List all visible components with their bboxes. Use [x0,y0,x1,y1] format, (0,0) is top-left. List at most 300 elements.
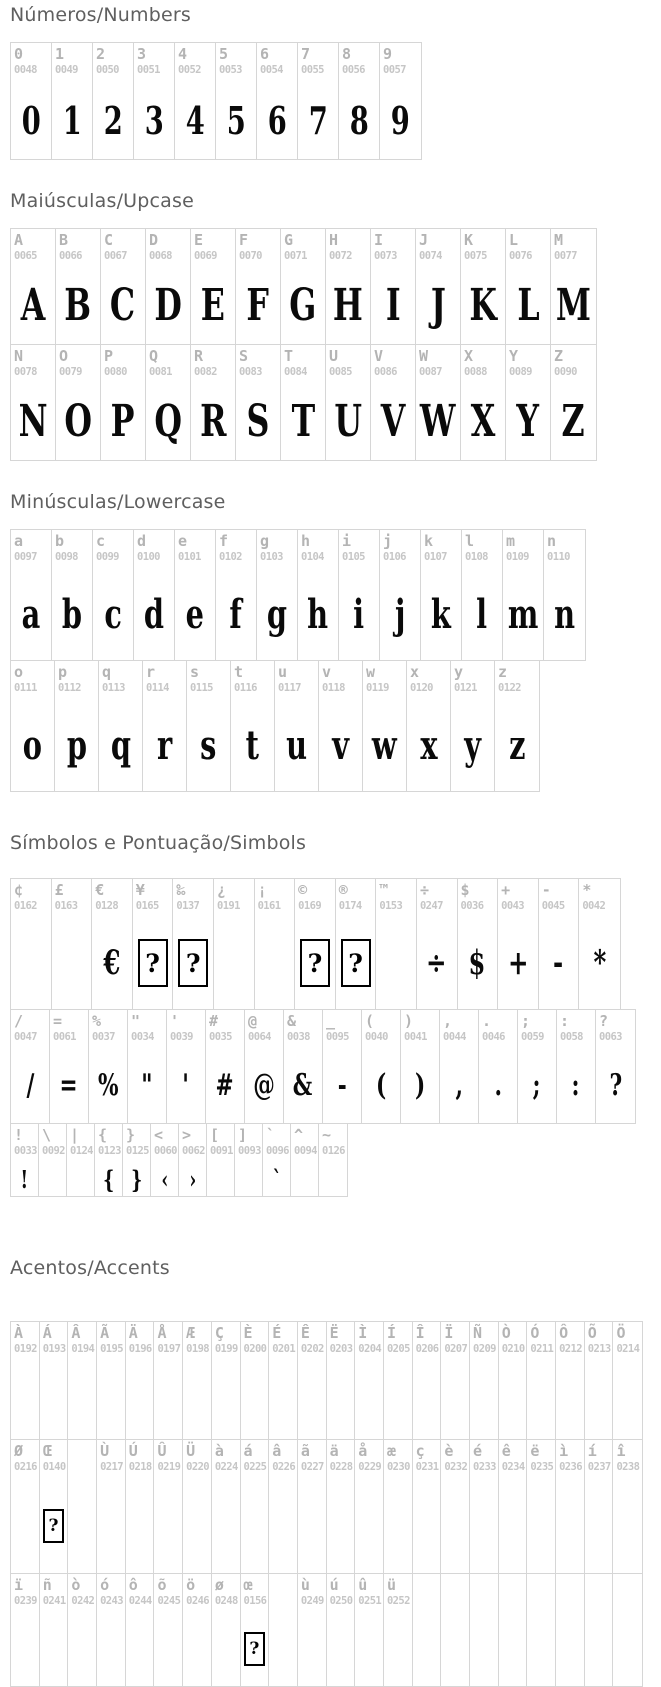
glyph-area [40,1360,68,1439]
glyph-area [68,1612,96,1686]
char-glyph: y [464,721,481,769]
char-cell-header [11,1574,39,1612]
char-table-row [10,878,621,1010]
char-glyph: d [143,590,165,638]
unicode-code: 0104 [301,551,324,563]
glyph-area [371,267,415,344]
char-glyph: € [103,943,121,983]
char-cell [298,1574,327,1686]
unicode-code: 0118 [322,682,345,694]
unicode-code: 0106 [383,551,406,563]
char-cell-header [40,1322,68,1360]
char-cell [126,1574,155,1686]
char-cell-header [499,1574,527,1612]
unicode-code: 0075 [464,250,487,262]
char-label: Ë [329,1324,339,1342]
char-cell-header [134,43,174,81]
char-glyph: : [572,1068,580,1103]
char-cell [499,1322,528,1439]
char-glyph: % [97,1068,119,1103]
unicode-code: 0056 [342,64,365,76]
char-cell [585,1322,614,1439]
char-cell [241,1440,270,1573]
unicode-code: 0229 [358,1461,382,1473]
char-cell [99,661,143,791]
glyph-area [380,568,420,660]
char-label: f [219,532,229,550]
char-label: + [501,881,511,899]
char-cell [68,1322,97,1439]
char-cell-header [151,1124,178,1162]
char-cell-header [207,1124,234,1162]
missing-glyph-box: ? [43,1509,64,1543]
unicode-code: 0066 [59,250,82,262]
unicode-code: 0110 [547,551,570,563]
char-cell [556,1440,585,1573]
glyph-area [339,568,379,660]
char-cell [556,1574,585,1686]
char-label: © [298,881,308,899]
glyph-area [50,1048,88,1123]
char-cell [93,530,134,660]
char-cell [470,1574,499,1686]
glyph-area [269,1478,297,1573]
glyph-area [212,1478,240,1573]
char-label: ¿ [216,881,226,899]
char-cell-header [479,1010,517,1048]
glyph-area [401,1048,439,1123]
glyph-area [126,1612,154,1686]
char-cell-header [173,879,213,917]
unicode-code: 0163 [54,900,78,912]
glyph-area [355,1360,383,1439]
char-cell-header [154,1440,182,1478]
char-cell-header [298,1322,326,1360]
char-label: ! [14,1126,24,1144]
glyph-area [461,383,505,460]
char-glyph: B [64,280,92,331]
glyph-area [551,267,596,344]
unicode-code: 0249 [300,1595,324,1607]
char-cell-header [295,879,335,917]
char-glyph: - [337,1068,347,1103]
char-cell [11,1124,39,1196]
char-cell [527,1440,556,1573]
glyph-area [506,383,550,460]
unicode-code: 0217 [100,1461,123,1473]
char-cell [499,1440,528,1573]
char-cell [89,1010,128,1123]
char-cell-header [371,345,415,383]
char-label: | [70,1126,80,1144]
char-cell-header [336,879,376,917]
char-cell-header [93,43,133,81]
char-label: 4 [178,45,188,63]
char-glyph: " [141,1068,153,1103]
unicode-code: 0097 [14,551,37,563]
char-label: v [322,663,332,681]
char-label: £ [54,881,64,899]
char-cell [52,530,93,660]
glyph-area [241,1612,269,1686]
char-label: $ [460,881,470,899]
unicode-code: 0202 [300,1343,324,1355]
char-label: € [95,881,105,899]
glyph-area [295,917,335,1009]
unicode-code: 0231 [415,1461,439,1473]
char-glyph: T [291,396,315,447]
glyph-area [585,1360,613,1439]
char-cell-header [92,879,132,917]
unicode-code: 0250 [329,1595,353,1607]
glyph-area [470,1478,498,1573]
unicode-code: 0214 [616,1343,640,1355]
char-label: ò [71,1576,81,1594]
char-label: Õ [587,1324,597,1342]
char-label: m [506,532,516,550]
missing-glyph-box: ? [244,1632,265,1666]
char-cell-header [175,530,215,568]
char-label: 2 [96,45,106,63]
char-cell [298,1322,327,1439]
glyph-area [40,1612,68,1686]
char-glyph: e [185,590,205,638]
unicode-code: 0128 [95,900,119,912]
unicode-code: 0052 [178,64,201,76]
char-cell-header [596,1010,635,1048]
char-cell [183,1440,212,1573]
char-cell [613,1322,642,1439]
char-cell [39,1124,67,1196]
glyph-area [579,917,620,1009]
char-label: è [444,1442,454,1460]
char-cell [11,229,56,344]
char-cell-header [413,1322,441,1360]
char-label: Æ [186,1324,196,1342]
char-label: Y [509,347,519,365]
char-cell [413,1322,442,1439]
char-label: O [59,347,69,365]
glyph-area [499,1612,527,1686]
char-cell-header [401,1010,439,1048]
char-cell-header [440,1010,478,1048]
glyph-area [284,1048,322,1123]
char-cell-header [95,1124,122,1162]
char-cell-header [416,229,460,267]
char-label: e [178,532,188,550]
char-label: # [209,1012,219,1030]
char-cell-header [441,1322,469,1360]
char-cell-header [241,1574,269,1612]
char-cell-header [128,1010,166,1048]
char-label: É [272,1324,282,1342]
char-cell [126,1322,155,1439]
char-cell-header [413,1440,441,1478]
char-label: Ê [300,1324,310,1342]
char-label: ] [238,1126,248,1144]
char-glyph: I [385,280,401,331]
char-cell [339,43,380,159]
char-label: ç [415,1442,425,1460]
char-cell-header [191,229,235,267]
unicode-code: 0192 [14,1343,37,1355]
glyph-area [327,1612,355,1686]
char-cell [441,1322,470,1439]
glyph-area [441,1612,469,1686]
char-label: ™ [379,881,389,899]
char-glyph: ` [272,1164,281,1194]
char-label: F [239,231,249,249]
char-cell-header [231,661,274,699]
glyph-area [319,699,362,791]
char-cell [52,43,93,159]
char-cell-header [11,43,51,81]
char-label: T [284,347,294,365]
glyph-area [257,568,297,660]
glyph-area [384,1360,412,1439]
char-cell [326,229,371,344]
char-table-row [10,228,597,345]
char-cell [503,530,544,660]
char-label: ä [329,1442,339,1460]
unicode-code: 0101 [178,551,201,563]
char-cell [323,1010,362,1123]
char-cell-header [384,1440,412,1478]
glyph-area [440,1048,478,1123]
unicode-code: 0089 [509,366,532,378]
char-cell [231,661,275,791]
char-label: L [509,231,519,249]
char-cell [154,1322,183,1439]
char-cell [151,1124,179,1196]
char-cell-header [214,879,254,917]
unicode-code: 0083 [239,366,262,378]
char-cell [126,1440,155,1573]
char-cell [336,879,377,1009]
glyph-area [191,267,235,344]
unicode-code: 0238 [616,1461,640,1473]
char-label: H [329,231,339,249]
char-label: 3 [137,45,147,63]
char-glyph: Q [154,396,182,447]
glyph-area [263,1162,290,1196]
char-cell-header [551,229,596,267]
char-cell [236,229,281,344]
char-cell-header [355,1574,383,1612]
char-glyph: 4 [185,97,205,143]
glyph-area [291,1162,318,1196]
unicode-code: 0057 [383,64,406,76]
char-label: ñ [42,1576,52,1594]
char-label: x [410,663,420,681]
char-label: < [154,1126,164,1144]
char-cell-header [421,530,461,568]
char-cell-header [363,661,406,699]
char-label: : [560,1012,570,1030]
char-cell-header [441,1574,469,1612]
char-cell-header [298,43,338,81]
glyph-area [207,1162,234,1196]
char-glyph: 6 [267,97,287,143]
char-cell-header [206,1010,244,1048]
char-glyph: w [372,721,397,769]
char-cell-header [11,345,55,383]
char-label: t [234,663,244,681]
glyph-area [93,568,133,660]
glyph-area [11,1162,38,1196]
char-cell-header [97,1440,125,1478]
char-cell-header [495,661,539,699]
char-cell-header [11,1322,39,1360]
char-cell-header [11,229,55,267]
char-label: > [182,1126,192,1144]
char-cell-header [380,43,421,81]
char-label: Ø [14,1442,24,1460]
char-label: g [260,532,270,550]
char-cell [417,879,458,1009]
char-label: W [419,347,429,365]
char-glyph: j [394,590,406,638]
unicode-code: 0072 [329,250,352,262]
char-label: ÷ [419,881,429,899]
char-glyph: p [66,721,87,769]
unicode-code: 0111 [14,682,37,694]
glyph-area [327,1360,355,1439]
char-cell-header [55,661,98,699]
char-cell [101,345,146,460]
glyph-area [214,917,254,1009]
glyph-area [539,917,579,1009]
unicode-code: 0109 [506,551,529,563]
glyph-area [376,917,416,1009]
char-cell [355,1440,384,1573]
char-cell-header [327,1322,355,1360]
section-title: Acentos/Accents [10,1257,170,1279]
char-label: J [419,231,429,249]
unicode-code: 0099 [96,551,119,563]
glyph-area [416,383,460,460]
char-label: q [102,663,112,681]
char-cell-header [462,530,502,568]
char-cell [50,1010,89,1123]
unicode-code: 0237 [587,1461,611,1473]
char-glyph: ‹ [161,1164,168,1194]
unicode-code: 0039 [170,1031,193,1043]
unicode-code: 0061 [53,1031,76,1043]
char-cell [327,1440,356,1573]
unicode-code: 0153 [379,900,403,912]
char-cell [407,661,451,791]
char-glyph: A [20,280,46,331]
glyph-area [441,1360,469,1439]
char-cell-header [298,1440,326,1478]
char-cell-header [355,1440,383,1478]
unicode-code: 0219 [157,1461,181,1473]
char-cell-header [451,661,494,699]
char-cell [327,1322,356,1439]
char-label: ‰ [176,881,186,899]
char-cell [495,661,539,791]
char-label: a [14,532,24,550]
char-cell-header [133,879,173,917]
char-cell-header [241,1322,269,1360]
char-cell [269,1322,298,1439]
unicode-code: 0165 [135,900,159,912]
unicode-code: 0228 [329,1461,353,1473]
unicode-code: 0058 [560,1031,583,1043]
char-label: u [278,663,288,681]
char-cell-header [11,1124,38,1162]
unicode-code: 0055 [301,64,324,76]
char-label: ; [521,1012,531,1030]
char-cell-header [255,879,295,917]
char-cell-header [52,530,92,568]
unicode-code: 0123 [98,1145,121,1157]
char-label: 5 [219,45,229,63]
char-label: Ú [128,1442,138,1460]
glyph-area [167,1048,205,1123]
char-label: z [498,663,508,681]
char-cell-header [556,1440,584,1478]
char-cell-header [384,1322,412,1360]
char-cell [40,1574,69,1686]
unicode-code: 0137 [176,900,200,912]
char-cell-header [134,530,174,568]
char-cell-header [154,1322,182,1360]
glyph-area [11,81,51,159]
char-cell [55,661,99,791]
char-cell [556,1322,585,1439]
char-cell [544,530,585,660]
glyph-area [187,699,230,791]
char-glyph: U [334,396,362,447]
char-cell-header [585,1574,613,1612]
glyph-area [154,1478,182,1573]
char-cell [175,530,216,660]
glyph-area [11,1048,49,1123]
char-cell [212,1574,241,1686]
section-title: Números/Numbers [10,4,191,26]
char-cell-header [327,1574,355,1612]
unicode-code: 0120 [410,682,433,694]
char-label: d [137,532,147,550]
char-glyph: › [189,1164,196,1194]
glyph-area [556,1360,584,1439]
unicode-code: 0108 [465,551,488,563]
char-cell-header [143,661,186,699]
char-glyph: ; [533,1068,541,1103]
glyph-area [326,383,370,460]
char-cell [11,1322,40,1439]
char-cell-header [52,879,92,917]
glyph-area [384,1478,412,1573]
char-label: o [14,663,24,681]
char-cell-header [527,1322,555,1360]
unicode-code: 0102 [219,551,242,563]
glyph-area [269,1612,297,1686]
unicode-code: 0125 [126,1145,149,1157]
char-label: b [55,532,65,550]
glyph-area [596,1048,635,1123]
char-cell [241,1574,270,1686]
char-label: Í [386,1324,396,1342]
char-cell [93,43,134,159]
char-cell [363,661,407,791]
char-glyph: k [431,590,451,638]
charmap-section-numbers [10,4,651,160]
glyph-area [206,1048,244,1123]
unicode-code: 0112 [58,682,81,694]
